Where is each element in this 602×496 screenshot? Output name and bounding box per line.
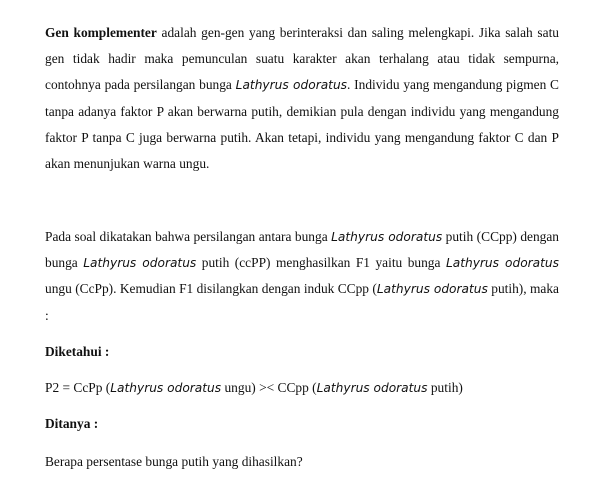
ditanya-question: Berapa persentase bunga putih yang dihasilkan? bbox=[45, 454, 303, 469]
paragraph2-text-1: Pada soal dikatakan bahwa persilangan antara bunga bbox=[45, 229, 332, 244]
species-name: Lathyrus odoratus bbox=[235, 78, 348, 93]
ditanya-heading: Ditanya : bbox=[45, 416, 99, 431]
diketahui-heading: Diketahui : bbox=[45, 344, 110, 359]
paragraph-soal bbox=[45, 224, 559, 329]
diketahui-text-b: ungu) >< CCpp ( bbox=[221, 380, 317, 395]
diketahui-text-a: P2 = CcPp ( bbox=[45, 380, 111, 395]
paragraph2-text-5: putih), maka : bbox=[45, 281, 560, 323]
species-name: Lathyrus odoratus bbox=[83, 256, 197, 271]
species-name: Lathyrus odoratus bbox=[316, 381, 428, 395]
paragraph-gen-komplementer bbox=[45, 20, 559, 177]
species-name: Lathyrus odoratus bbox=[445, 256, 559, 271]
paragraph1-text-a: adalah gen-gen yang berinteraksi dan saling melengkapi. Jika salah satu gen tidak hadir maka pemunculan suatu karakter akan terhalang atau tidak sempurna, contohnya pada persilangan bunga bbox=[45, 25, 560, 93]
species-name: Lathyrus odoratus bbox=[331, 230, 443, 244]
paragraph1-text-b: . Individu yang mengandung pigmen C tanpa adanya faktor P akan berwarna putih, demikian pula dengan individu yang mengandung faktor P tanpa C juga berwarna putih. Akan tetapi, individu yang mengandung faktor C dan P akan menunjukan warna ungu. bbox=[45, 77, 559, 172]
paragraph2-text-3: putih (ccPP) menghasilkan F1 yaitu bunga bbox=[196, 255, 446, 271]
paragraph2-text-4: ungu (CcPp). Kemudian F1 disilangkan dengan induk CCpp ( bbox=[45, 281, 377, 297]
diketahui-text-c: putih) bbox=[427, 380, 463, 395]
species-name: Lathyrus odoratus bbox=[376, 282, 488, 297]
term-gen-komplementer: Gen komplementer bbox=[45, 25, 157, 40]
species-name: Lathyrus odoratus bbox=[110, 381, 222, 395]
paragraph2-text-2: putih (CCpp) dengan bunga bbox=[45, 229, 559, 271]
diketahui-line bbox=[45, 380, 463, 396]
